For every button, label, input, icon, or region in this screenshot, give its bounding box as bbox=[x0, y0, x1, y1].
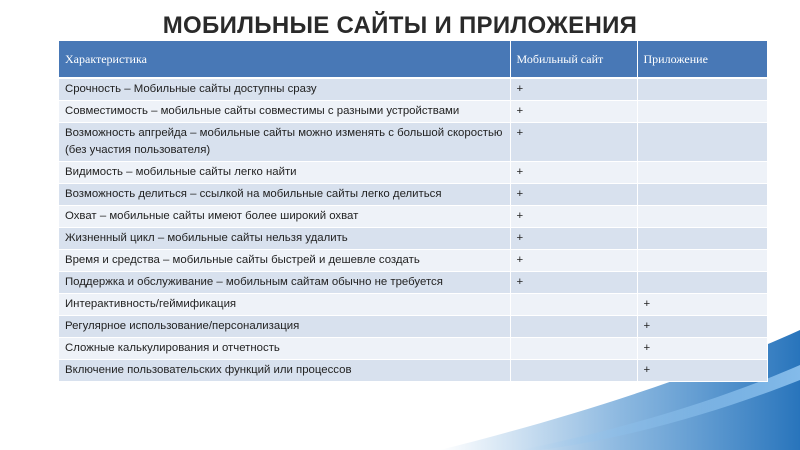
feature-cell: Время и средства – мобильные сайты быстрей и дешевле создать bbox=[59, 250, 510, 272]
table-row bbox=[59, 338, 767, 360]
table-row bbox=[59, 206, 767, 228]
app-cell bbox=[637, 101, 767, 123]
mobile-site-cell: + bbox=[510, 123, 637, 162]
app-cell: + bbox=[637, 316, 767, 338]
table-row bbox=[59, 101, 767, 123]
mobile-site-cell: + bbox=[510, 272, 637, 294]
mobile-site-cell: + bbox=[510, 162, 637, 184]
app-cell bbox=[637, 78, 767, 101]
app-cell bbox=[637, 228, 767, 250]
table-row bbox=[59, 294, 767, 316]
feature-cell: Жизненный цикл – мобильные сайты нельзя удалить bbox=[59, 228, 510, 250]
feature-cell: Срочность – Мобильные сайты доступны сразу bbox=[59, 78, 510, 101]
mobile-site-cell bbox=[510, 338, 637, 360]
app-cell bbox=[637, 162, 767, 184]
mobile-site-cell bbox=[510, 360, 637, 382]
feature-cell: Поддержка и обслуживание – мобильным сайтам обычно не требуется bbox=[59, 272, 510, 294]
mobile-site-cell: + bbox=[510, 228, 637, 250]
mobile-site-cell: + bbox=[510, 206, 637, 228]
table-row bbox=[59, 162, 767, 184]
header-feature: Характеристика bbox=[59, 41, 510, 78]
table-header-row bbox=[59, 41, 767, 78]
table-row bbox=[59, 316, 767, 338]
app-cell: + bbox=[637, 294, 767, 316]
app-cell: + bbox=[637, 338, 767, 360]
feature-cell: Интерактивность/геймификация bbox=[59, 294, 510, 316]
table-row bbox=[59, 272, 767, 294]
feature-cell: Охват – мобильные сайты имеют более широкий охват bbox=[59, 206, 510, 228]
header-app: Приложение bbox=[637, 41, 767, 78]
app-cell bbox=[637, 250, 767, 272]
feature-cell: Видимость – мобильные сайты легко найти bbox=[59, 162, 510, 184]
app-cell bbox=[637, 272, 767, 294]
mobile-site-cell: + bbox=[510, 250, 637, 272]
feature-cell: Регулярное использование/персонализация bbox=[59, 316, 510, 338]
app-cell: + bbox=[637, 360, 767, 382]
table-row bbox=[59, 228, 767, 250]
app-cell bbox=[637, 206, 767, 228]
table-row bbox=[59, 123, 767, 162]
mobile-site-cell bbox=[510, 316, 637, 338]
table-row bbox=[59, 184, 767, 206]
mobile-site-cell: + bbox=[510, 101, 637, 123]
mobile-site-cell: + bbox=[510, 78, 637, 101]
app-cell bbox=[637, 123, 767, 162]
feature-cell: Возможность делиться – ссылкой на мобильные сайты легко делиться bbox=[59, 184, 510, 206]
mobile-site-cell bbox=[510, 294, 637, 316]
feature-cell: Сложные калькулирования и отчетность bbox=[59, 338, 510, 360]
comparison-table bbox=[59, 41, 768, 382]
app-cell bbox=[637, 184, 767, 206]
slide-title: МОБИЛЬНЫЕ САЙТЫ И ПРИЛОЖЕНИЯ bbox=[162, 12, 638, 39]
table-row bbox=[59, 78, 767, 101]
feature-cell: Совместимость – мобильные сайты совместимы с разными устройствами bbox=[59, 101, 510, 123]
table-row bbox=[59, 360, 767, 382]
feature-cell: Возможность апгрейда – мобильные сайты можно изменять с большой скоростью (без участия пользователя) bbox=[59, 123, 510, 162]
table-row bbox=[59, 250, 767, 272]
feature-cell: Включение пользовательских функций или процессов bbox=[59, 360, 510, 382]
mobile-site-cell: + bbox=[510, 184, 637, 206]
header-mobile-site: Мобильный сайт bbox=[510, 41, 637, 78]
